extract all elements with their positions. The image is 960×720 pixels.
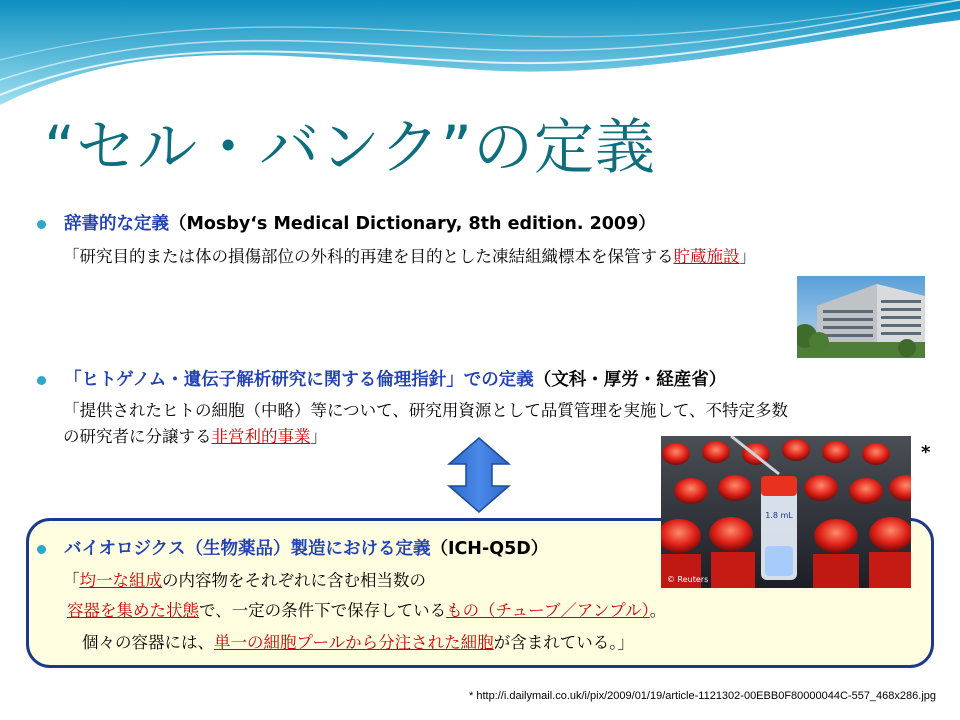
double-arrow-icon [446,436,512,514]
section1-text-pre: 「研究目的または体の損傷部位の外科的再建を目的とした凍結組織標本を保管する [63,247,674,266]
section3-highlight-4: 単一の細胞プールから分注された細胞 [214,633,494,652]
section3-heading: バイオロジクス（生物薬品）製造における定義 [64,539,431,559]
section3-l3-post: が含まれている。」 [493,633,634,652]
section1-source: （Mosby‘s Medical Dictionary, 8th edition. 2009） [169,214,656,234]
section2-line2-post: 」 [310,427,327,446]
section3-l2-post: 。 [649,601,667,620]
section2-heading-line [64,366,726,391]
section3-source: （ICH-Q5D） [430,539,549,559]
section3-line3 [82,630,634,656]
section3-highlight-1: 均一な組成 [79,571,162,590]
section3-l1-open: 「 [63,571,80,590]
section3-l1-post: の内容物をそれぞれに含む相当数の [162,571,426,590]
section3-line1 [63,568,426,594]
photo-credit: © Reuters [667,575,709,584]
section3-heading-line [64,535,548,560]
footnote-url: * http://i.dailymail.co.uk/i/pix/2009/01/19/article-1121302-00EBB0F80000044C-557_468x286.jpg [469,690,936,702]
section1-heading: 辞書的な定義 [64,214,169,234]
section1-heading-line [64,210,656,235]
section1-text [63,244,756,270]
section2-line2-pre: の研究者に分譲する [63,427,212,446]
section3-line2 [67,598,666,624]
section2-line1: 「提供されたヒトの細胞（中略）等について、研究用資源として品質管理を実施して、不特定多数 [63,401,789,420]
section1-highlight: 貯蔵施設 [673,247,740,266]
section1-text-post: 」 [739,247,756,266]
header-wave-decoration [0,0,960,110]
section3-highlight-3: もの（チューブ／アンプル） [446,601,650,620]
storage-building-image [797,276,925,358]
section3-l3-pre: 個々の容器には、 [82,633,214,652]
section2-highlight: 非営利的事業 [211,427,311,446]
bullet-icon [37,376,46,385]
bullet-icon [37,545,46,554]
tube-volume-label: 1.8 mL [765,511,793,520]
asterisk-mark: * [921,442,931,463]
section3-highlight-2: 容器を集めた状態 [67,601,199,620]
section2-source: （文科・厚労・経産省） [533,370,727,390]
cell-tubes-photo [661,436,911,588]
slide-title: “セル・バンク”の定義 [44,113,656,183]
section3-l2-mid: で、一定の条件下で保存している [199,601,447,620]
bullet-icon [37,220,46,229]
section2-heading: 「ヒトゲノム・遺伝子解析研究に関する倫理指針」での定義 [64,370,534,390]
